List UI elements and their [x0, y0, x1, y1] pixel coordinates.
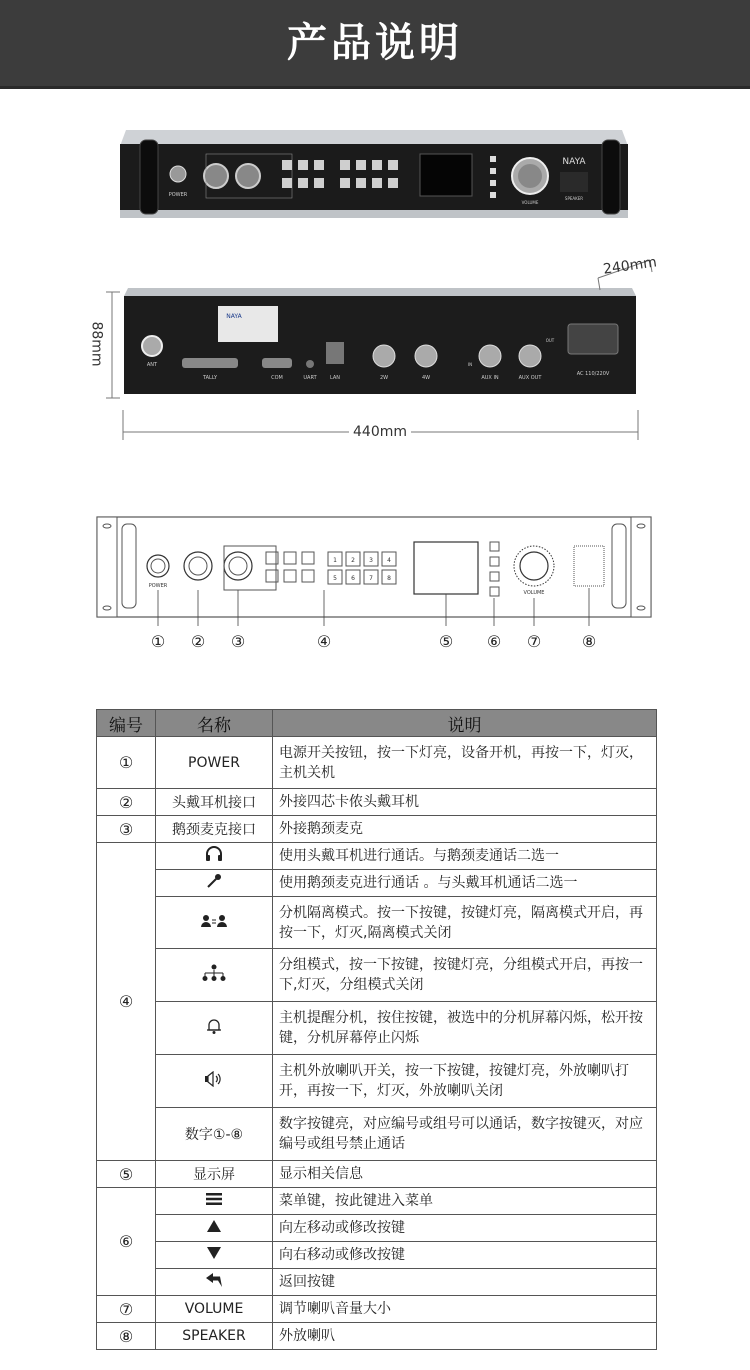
- table-row: [97, 1188, 657, 1215]
- rear-port-aux-in: AUX IN: [481, 375, 499, 381]
- table-row: [97, 949, 657, 1002]
- width-dimension-label: 440mm: [349, 424, 411, 440]
- callout-7: ⑦: [526, 632, 542, 651]
- microphone-icon: [156, 870, 273, 897]
- callout-3: ③: [230, 632, 246, 651]
- rear-port-uart: UART: [303, 375, 317, 381]
- row-name: 头戴耳机接口: [156, 789, 273, 816]
- diagram-key-1: 1: [333, 557, 337, 564]
- front-panel-image: [118, 118, 630, 228]
- row-description: 主机外放喇叭开关，按一下按键，按键灯亮，外放喇叭打开，再按一下，灯灭，外放喇叭关闭: [273, 1055, 657, 1108]
- rear-port-ant: ANT: [146, 362, 158, 368]
- row-number: ③: [97, 816, 156, 843]
- header-description: 说明: [273, 710, 657, 737]
- table-row: [97, 1215, 657, 1242]
- height-dimension-label: 88mm: [88, 321, 105, 367]
- row-name: 显示屏: [156, 1161, 273, 1188]
- isolation-icon: [156, 897, 273, 949]
- row-description: 向右移动或修改按键: [273, 1242, 657, 1269]
- row-number: ②: [97, 789, 156, 816]
- row-description: 分机隔离模式。按一下按键，按键灯亮，隔离模式开启，再按一下，灯灭,隔离模式关闭: [273, 897, 657, 949]
- rear-port-lan: LAN: [329, 375, 341, 381]
- row-description: 向左移动或修改按键: [273, 1215, 657, 1242]
- table-row: [97, 870, 657, 897]
- diagram-key-8: 8: [387, 575, 391, 582]
- diagram-key-2: 2: [351, 557, 355, 564]
- front-power-label: POWER: [168, 192, 188, 198]
- row-description: 数字按键亮，对应编号或组号可以通话，数字按键灭，对应编号或组号禁止通话: [273, 1108, 657, 1161]
- row-description: 调节喇叭音量大小: [273, 1296, 657, 1323]
- table-row: [97, 1323, 657, 1350]
- row-description: 使用头戴耳机进行通话。与鹅颈麦通话二选一: [273, 843, 657, 870]
- front-brand-label: NAYA: [562, 157, 586, 167]
- header-name: 名称: [156, 710, 273, 737]
- up-arrow-icon: [156, 1215, 273, 1242]
- row-description: 返回按键: [273, 1269, 657, 1296]
- table-header-row: [97, 710, 657, 737]
- group-icon: [156, 949, 273, 1002]
- spec-table: [96, 709, 657, 1350]
- diagram-key-4: 4: [387, 557, 391, 564]
- table-row: [97, 897, 657, 949]
- rear-in-label: IN: [467, 362, 473, 367]
- row-description: 使用鹅颈麦克进行通话 。与头戴耳机通话二选一: [273, 870, 657, 897]
- callout-6: ⑥: [486, 632, 502, 651]
- diagram-power-label: POWER: [148, 583, 168, 589]
- front-volume-label: VOLUME: [521, 200, 539, 205]
- callout-1: ①: [150, 632, 166, 651]
- diagram-key-3: 3: [369, 557, 373, 564]
- table-row: [97, 1055, 657, 1108]
- callout-2: ②: [190, 632, 206, 651]
- row-name: POWER: [156, 737, 273, 789]
- down-arrow-icon: [156, 1242, 273, 1269]
- table-row: [97, 1242, 657, 1269]
- table-row: [97, 1002, 657, 1055]
- table-row: [97, 1161, 657, 1188]
- table-row: [97, 843, 657, 870]
- rear-out-label: OUT: [545, 338, 555, 343]
- row-number: ①: [97, 737, 156, 789]
- diagram-key-6: 6: [351, 575, 355, 582]
- row-number: ⑤: [97, 1161, 156, 1188]
- rear-port-4w: 4W: [421, 375, 431, 381]
- row-number: ④: [97, 843, 156, 1161]
- row-number: ⑥: [97, 1188, 156, 1296]
- row-number: ⑧: [97, 1323, 156, 1350]
- row-name: 数字①-⑧: [156, 1108, 273, 1161]
- row-name: VOLUME: [156, 1296, 273, 1323]
- table-row: [97, 789, 657, 816]
- header-divider: [0, 86, 750, 89]
- headset-icon: [156, 843, 273, 870]
- rear-port-tally: TALLY: [202, 375, 218, 381]
- front-panel-diagram: [94, 514, 654, 626]
- rear-port-ac: AC 110/220V: [576, 371, 610, 377]
- row-description: 外放喇叭: [273, 1323, 657, 1350]
- row-description: 显示相关信息: [273, 1161, 657, 1188]
- return-icon: [156, 1269, 273, 1296]
- bell-icon: [156, 1002, 273, 1055]
- row-description: 电源开关按钮，按一下灯亮，设备开机，再按一下，灯灭，主机关机: [273, 737, 657, 789]
- callout-8: ⑧: [581, 632, 597, 651]
- diagram-volume-label: VOLUME: [523, 590, 545, 596]
- table-row: [97, 1269, 657, 1296]
- diagram-key-7: 7: [369, 575, 373, 582]
- table-row: [97, 1296, 657, 1323]
- row-number: ⑦: [97, 1296, 156, 1323]
- table-row: [97, 1108, 657, 1161]
- front-speaker-label: SPEAKER: [564, 196, 584, 201]
- row-description: 分组模式，按一下按键，按键灯亮，分组模式开启，再按一下,灯灭，分组模式关闭: [273, 949, 657, 1002]
- table-row: [97, 737, 657, 789]
- menu-icon: [156, 1188, 273, 1215]
- row-description: 主机提醒分机，按住按键，被选中的分机屏幕闪烁，松开按键，分机屏幕停止闪烁: [273, 1002, 657, 1055]
- dimension-lines: [90, 250, 660, 450]
- table-row: [97, 816, 657, 843]
- header-number: 编号: [97, 710, 156, 737]
- rear-brand-label: NAYA: [226, 313, 242, 320]
- diagram-key-5: 5: [333, 575, 337, 582]
- rear-port-aux-out: AUX OUT: [518, 375, 542, 381]
- callout-5: ⑤: [438, 632, 454, 651]
- row-description: 菜单键，按此键进入菜单: [273, 1188, 657, 1215]
- rear-port-2w: 2W: [379, 375, 389, 381]
- row-name: SPEAKER: [156, 1323, 273, 1350]
- page-title: 产品说明: [287, 20, 463, 66]
- row-name: 鹅颈麦克接口: [156, 816, 273, 843]
- rear-port-com: COM: [271, 375, 283, 381]
- callout-4: ④: [316, 632, 332, 651]
- row-description: 外接四芯卡侬头戴耳机: [273, 789, 657, 816]
- speaker-icon: [156, 1055, 273, 1108]
- row-description: 外接鹅颈麦克: [273, 816, 657, 843]
- depth-dimension-label: 240mm: [602, 254, 658, 278]
